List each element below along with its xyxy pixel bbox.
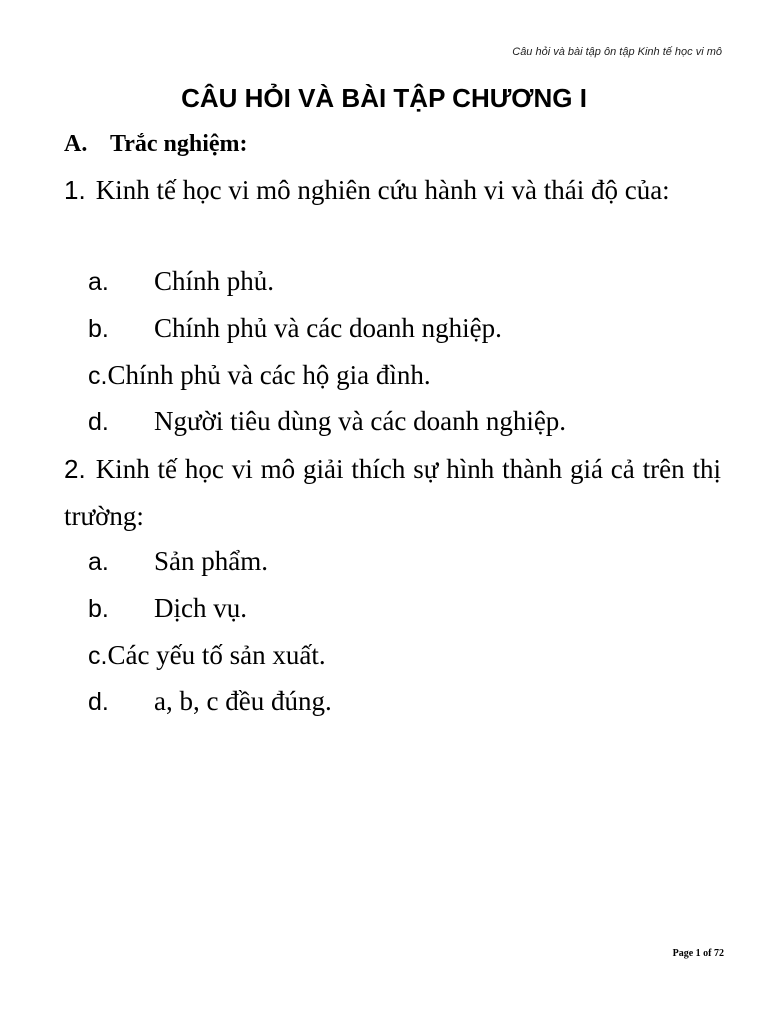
option-letter: d. xyxy=(88,408,109,436)
option-text: Sản phẩm. xyxy=(154,546,268,576)
option-text: Dịch vụ. xyxy=(154,593,247,623)
question-number: 2. xyxy=(64,454,86,484)
option-1c xyxy=(88,360,431,396)
running-header: Câu hỏi và bài tập ôn tập Kinh tế học vi mô xyxy=(512,46,722,58)
section-heading xyxy=(64,131,248,158)
option-letter: a. xyxy=(88,268,109,296)
option-text: a, b, c đều đúng. xyxy=(154,686,332,716)
section-label: Trắc nghiệm: xyxy=(110,131,248,157)
section-number: A. xyxy=(64,131,88,157)
option-letter: d. xyxy=(88,688,109,716)
option-text: Chính phủ và các hộ gia đình. xyxy=(107,360,431,390)
chapter-title: CÂU HỎI VÀ BÀI TẬP CHƯƠNG I xyxy=(181,83,587,113)
option-2c xyxy=(88,640,326,676)
option-letter: b. xyxy=(88,595,109,623)
option-letter: a. xyxy=(88,548,109,576)
question-2 xyxy=(64,446,721,540)
option-1d xyxy=(88,406,566,442)
option-2b xyxy=(88,593,247,629)
option-1b xyxy=(88,313,502,349)
option-text: Chính phủ và các doanh nghiệp. xyxy=(154,313,502,343)
option-letter: b. xyxy=(88,315,109,343)
option-text: Chính phủ. xyxy=(154,266,275,296)
option-letter: c. xyxy=(88,642,108,670)
question-text: Kinh tế học vi mô nghiên cứu hành vi và thái độ của: xyxy=(95,175,670,205)
question-text: Kinh tế học vi mô giải thích sự hình thành giá cả trên thị trường: xyxy=(64,454,721,531)
option-1a xyxy=(88,266,274,302)
page-number: Page 1 of 72 xyxy=(672,948,724,959)
question-1 xyxy=(64,167,721,214)
option-text: Người tiêu dùng và các doanh nghiệp. xyxy=(154,406,567,436)
option-2d xyxy=(88,686,332,722)
option-2a xyxy=(88,546,268,582)
question-number: 1. xyxy=(64,175,86,205)
option-letter: c. xyxy=(88,362,108,390)
option-text: Các yếu tố sản xuất. xyxy=(107,640,326,670)
